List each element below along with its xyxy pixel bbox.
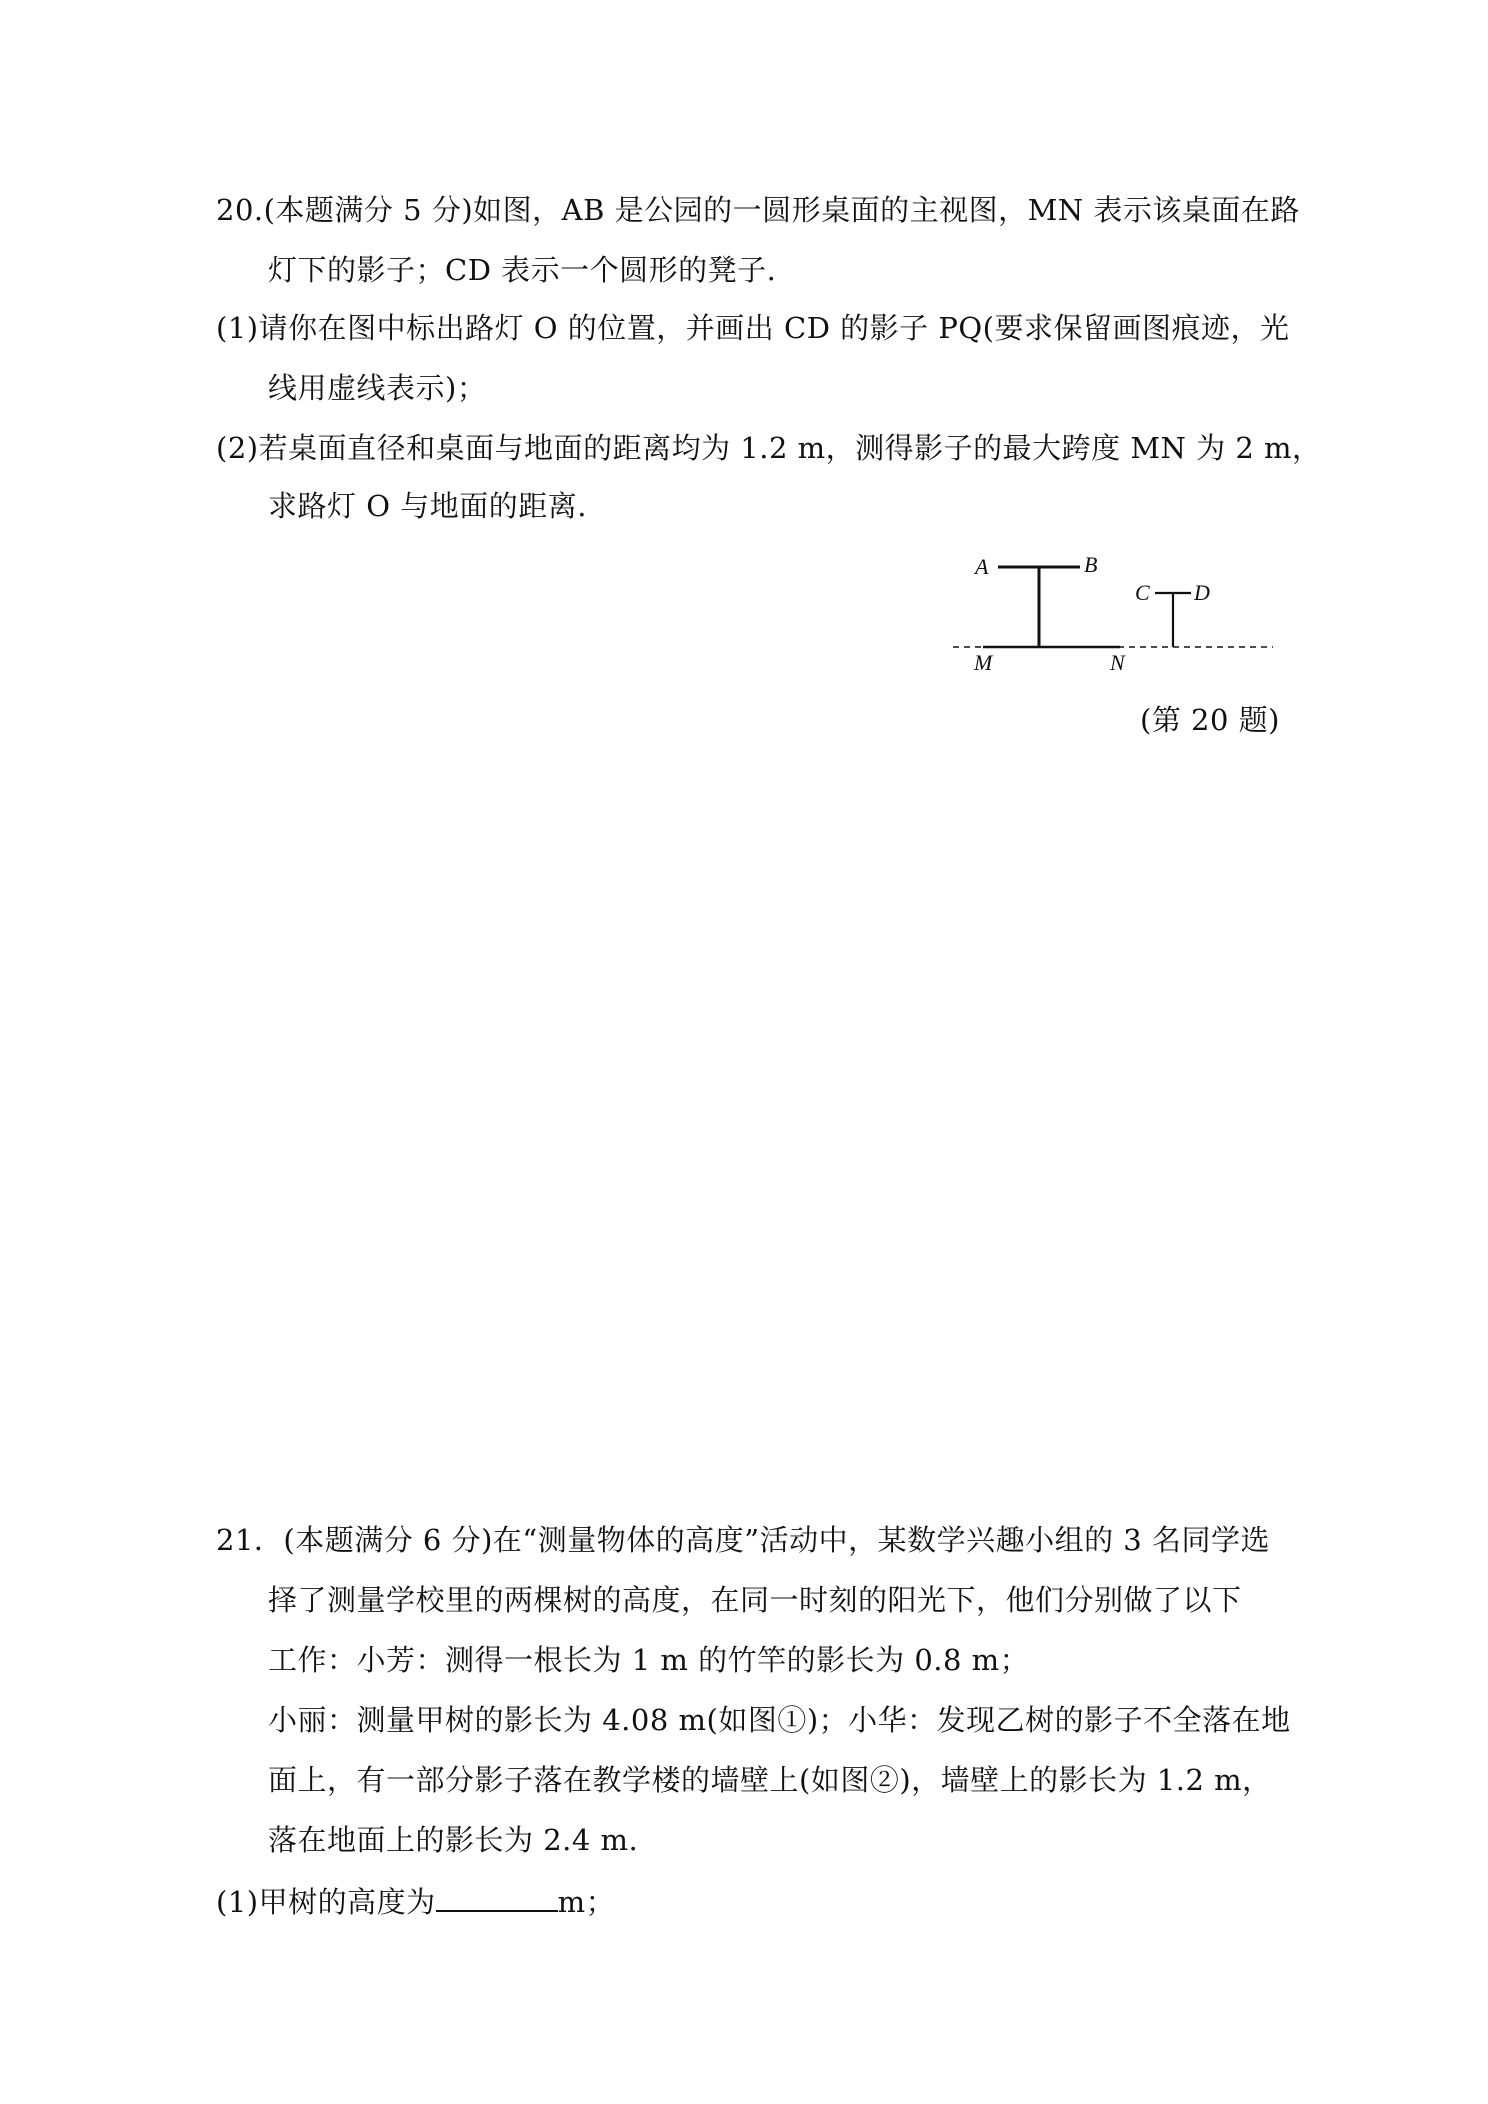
q20-line-2: 灯下的影子；CD 表示一个圆形的凳子. — [268, 253, 777, 287]
q21-part-1-suffix: m； — [557, 1885, 616, 1919]
q21-part-1-prefix: (1)甲树的高度为 — [216, 1885, 436, 1919]
label-n: N — [1110, 650, 1125, 675]
answer-blank[interactable] — [436, 1880, 558, 1912]
q20-figure — [948, 545, 1278, 675]
label-b: B — [1084, 552, 1098, 577]
q20-line-5: (2)若桌面直径和桌面与地面的距离均为 1.2 m，测得影子的最大跨度 MN 为 2 m， — [216, 431, 1322, 465]
q20-line-1: 20.(本题满分 5 分)如图，AB 是公园的一圆形桌面的主视图，MN 表示该桌面在路 — [216, 193, 1300, 227]
q20-line-3: (1)请你在图中标出路灯 O 的位置，并画出 CD 的影子 PQ(要求保留画图痕迹，光 — [216, 311, 1290, 345]
q21-line-1: 21．(本题满分 6 分)在“测量物体的高度”活动中，某数学兴趣小组的 3 名同学选 — [216, 1523, 1270, 1557]
q21-line-6: 落在地面上的影长为 2.4 m. — [268, 1823, 639, 1857]
q20-line-4: 线用虚线表示)； — [268, 371, 487, 405]
q21-part-1 — [216, 1880, 615, 1922]
label-d: D — [1194, 580, 1210, 605]
label-c: C — [1135, 580, 1150, 605]
q21-line-3: 工作：小芳：测得一根长为 1 m 的竹竿的影长为 0.8 m； — [268, 1643, 1030, 1677]
q20-line-6: 求路灯 O 与地面的距离. — [268, 489, 587, 523]
label-a: A — [975, 554, 989, 579]
q21-line-4: 小丽：测量甲树的影长为 4.08 m(如图①)；小华：发现乙树的影子不全落在地 — [268, 1703, 1291, 1737]
q21-line-5: 面上，有一部分影子落在教学楼的墙壁上(如图②)，墙壁上的影长为 1.2 m， — [268, 1763, 1272, 1797]
q20-figure-caption: (第 20 题) — [1140, 703, 1280, 737]
q21-line-2: 择了测量学校里的两棵树的高度，在同一时刻的阳光下，他们分别做了以下 — [268, 1583, 1242, 1617]
label-m: M — [974, 650, 993, 675]
